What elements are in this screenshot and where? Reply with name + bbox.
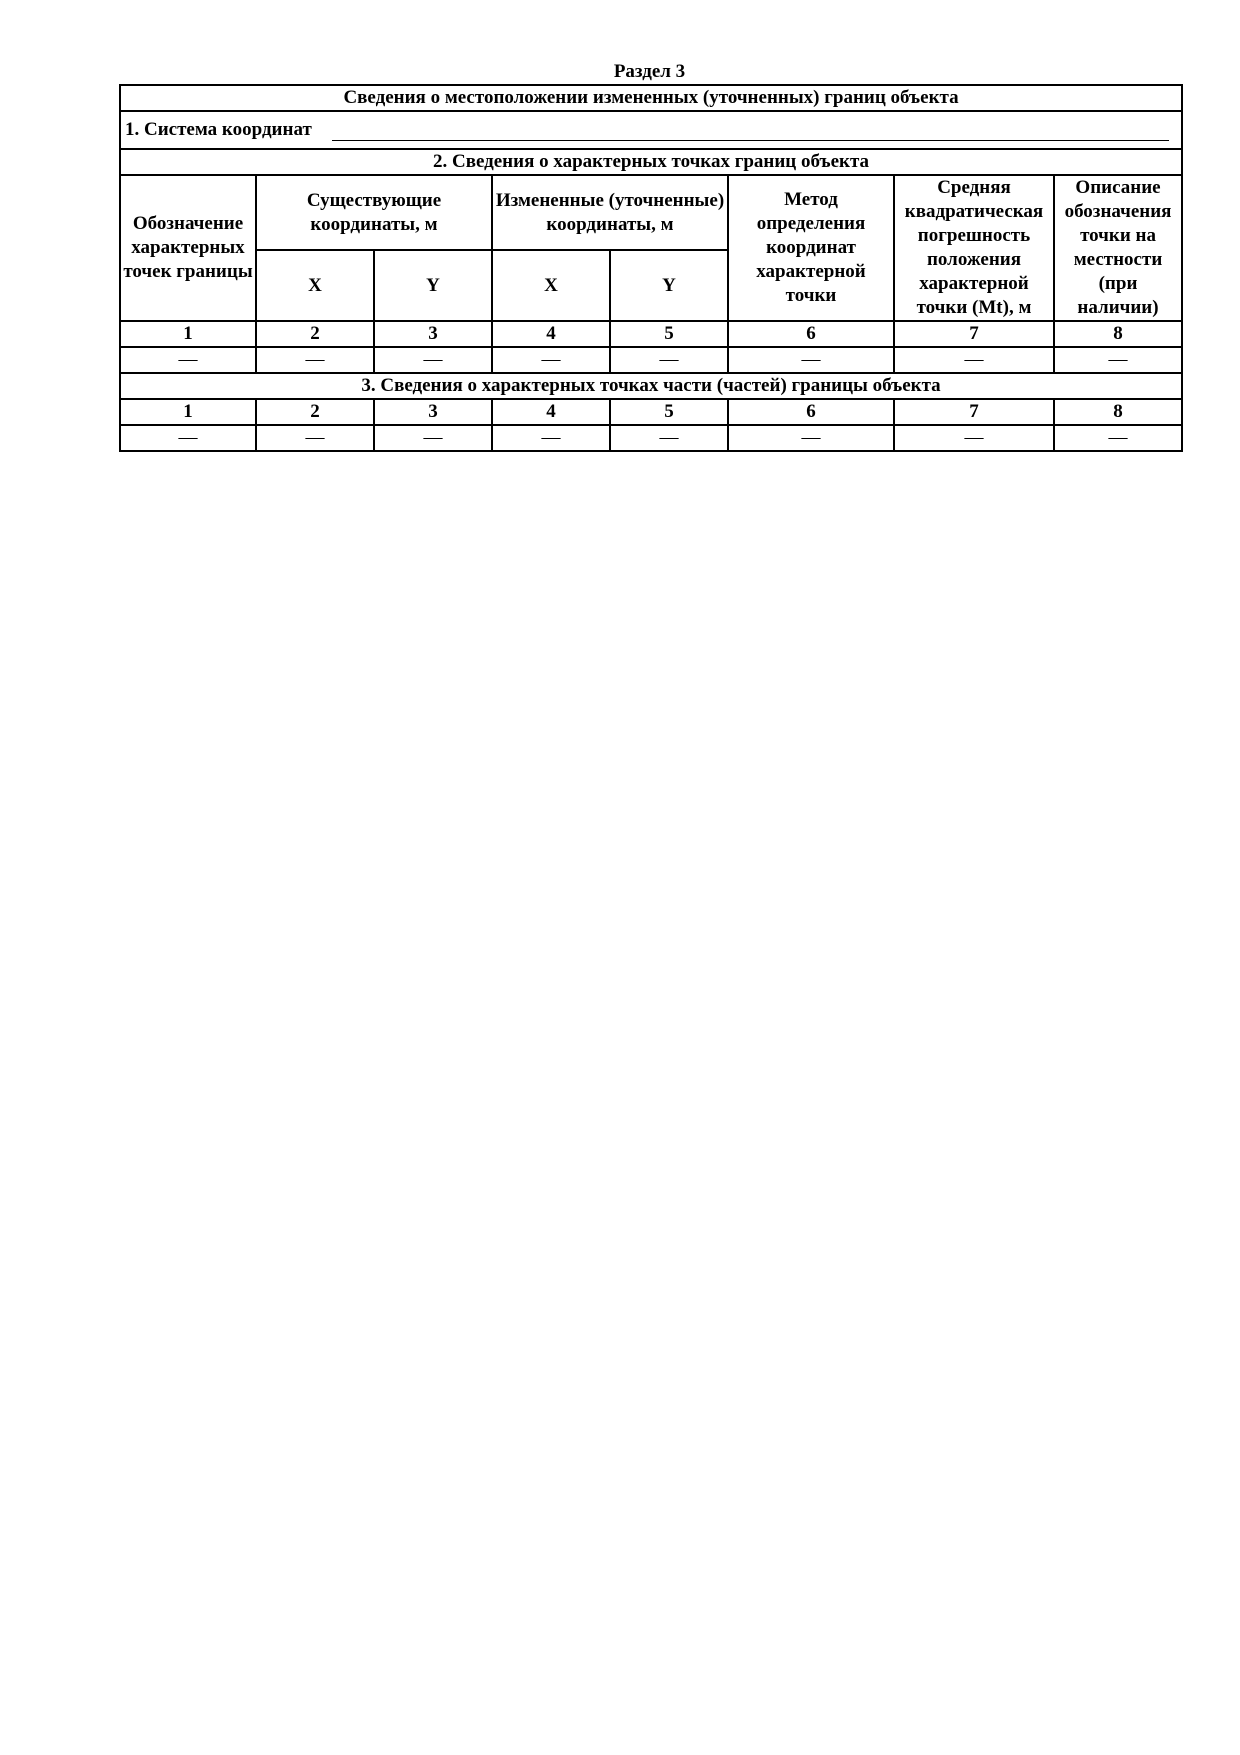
- header-changed-coords: Измененные (уточненные) координаты, м: [492, 175, 728, 250]
- column-number: 4: [492, 399, 610, 425]
- table-cell: —: [492, 425, 610, 451]
- table-cell: —: [120, 347, 256, 373]
- column-number: 5: [610, 399, 728, 425]
- header-existing-coords: Существующие координаты, м: [256, 175, 492, 250]
- table-cell: —: [374, 425, 492, 451]
- header-row-1: [120, 175, 1182, 250]
- header-changed-y: Y: [610, 250, 728, 321]
- table-title-row: [120, 85, 1182, 111]
- section-title: Раздел 3: [613, 61, 686, 82]
- boundary-points-table: [119, 84, 1183, 452]
- subsection2-title: 2. Сведения о характерных точках границ объекта: [120, 149, 1182, 175]
- column-number: 1: [120, 321, 256, 347]
- subsection3-title: 3. Сведения о характерных точках части (частей) границы объекта: [120, 373, 1182, 399]
- column-numbers-row-3: [120, 399, 1182, 425]
- column-numbers-row: [120, 321, 1182, 347]
- table-cell: —: [728, 425, 894, 451]
- table-cell: —: [1054, 425, 1182, 451]
- coord-system-row: [120, 111, 1182, 149]
- header-existing-y: Y: [374, 250, 492, 321]
- table-cell: —: [120, 425, 256, 451]
- column-number: 6: [728, 399, 894, 425]
- table-title: Сведения о местоположении измененных (уточненных) границ объекта: [120, 85, 1182, 111]
- column-number: 7: [894, 321, 1054, 347]
- column-number: 3: [374, 321, 492, 347]
- coord-system-field[interactable]: [332, 140, 1169, 141]
- section2-data-row: [120, 347, 1182, 373]
- column-number: 5: [610, 321, 728, 347]
- column-number: 4: [492, 321, 610, 347]
- table-cell: —: [256, 347, 374, 373]
- table-cell: —: [894, 425, 1054, 451]
- coord-system-cell: [120, 111, 1182, 149]
- header-point-designation: Обозначение характерных точек границы: [120, 175, 256, 321]
- section3-data-row: [120, 425, 1182, 451]
- table-cell: —: [610, 425, 728, 451]
- header-changed-x: X: [492, 250, 610, 321]
- table-cell: —: [894, 347, 1054, 373]
- table-cell: —: [1054, 347, 1182, 373]
- header-existing-x: X: [256, 250, 374, 321]
- column-number: 2: [256, 321, 374, 347]
- column-number: 2: [256, 399, 374, 425]
- column-number: 1: [120, 399, 256, 425]
- subsection2-title-row: [120, 149, 1182, 175]
- column-number: 3: [374, 399, 492, 425]
- column-number: 8: [1054, 399, 1182, 425]
- column-number: 8: [1054, 321, 1182, 347]
- column-number: 7: [894, 399, 1054, 425]
- header-point-description: Описание обозначения точки на местности (при наличии): [1054, 175, 1182, 321]
- header-method: Метод определения координат характерной точки: [728, 175, 894, 321]
- table-cell: —: [374, 347, 492, 373]
- header-mean-error: Средняя квадратическая погрешность положения характерной точки (Mt), м: [894, 175, 1054, 321]
- subsection3-title-row: [120, 373, 1182, 399]
- table-cell: —: [256, 425, 374, 451]
- column-number: 6: [728, 321, 894, 347]
- table-cell: —: [610, 347, 728, 373]
- table-cell: —: [492, 347, 610, 373]
- table-cell: —: [728, 347, 894, 373]
- coord-system-label: 1. Система координат: [125, 119, 312, 140]
